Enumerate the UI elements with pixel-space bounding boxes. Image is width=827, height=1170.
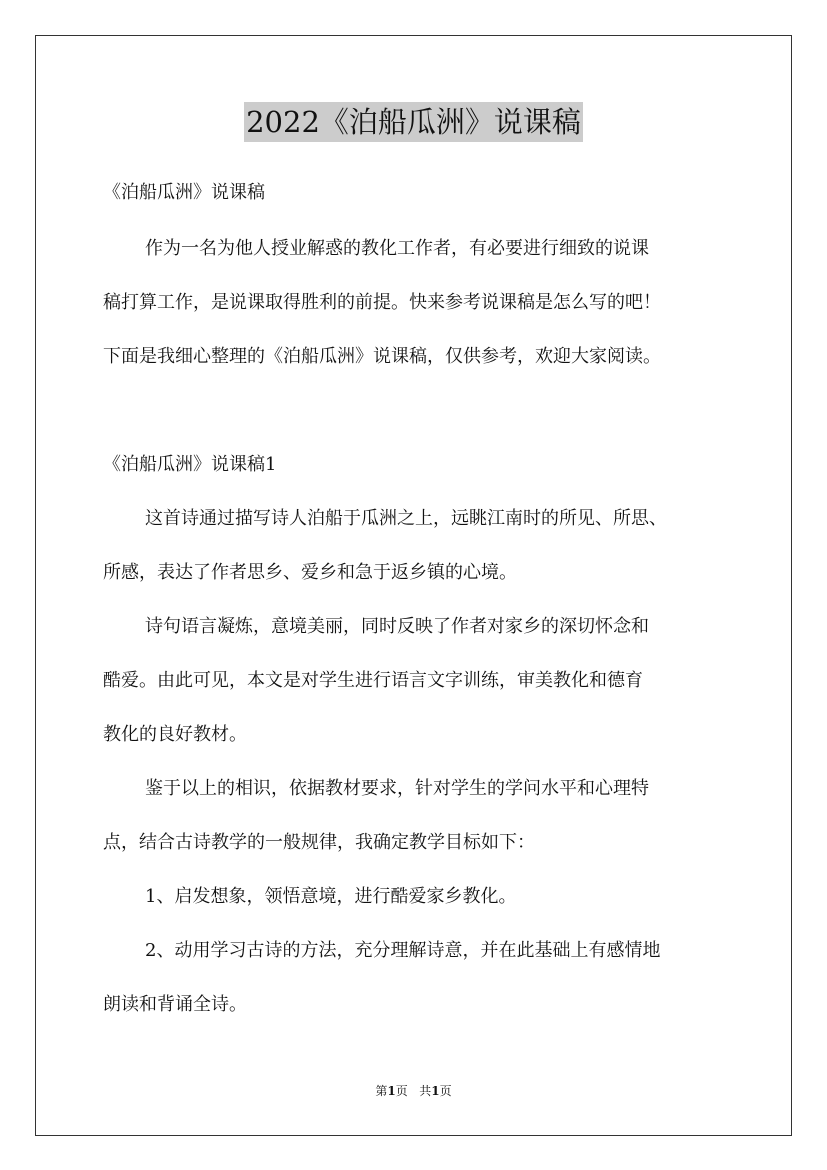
paragraph-line: 朗读和背诵全诗。 bbox=[103, 994, 247, 1015]
paragraph-line: 诗句语言凝炼，意境美丽，同时反映了作者对家乡的深切怀念和 bbox=[145, 616, 649, 637]
section-heading-1: 《泊船瓜洲》说课稿1 bbox=[103, 454, 277, 475]
paragraph-line: 点，结合古诗教学的一般规律，我确定教学目标如下： bbox=[103, 832, 535, 853]
section-heading-intro: 《泊船瓜洲》说课稿 bbox=[103, 182, 265, 203]
document-title: 2022《泊船瓜洲》说课稿 bbox=[244, 102, 583, 142]
paragraph-line: 鉴于以上的相识，依据教材要求，针对学生的学问水平和心理特 bbox=[145, 778, 649, 799]
page-footer bbox=[0, 1083, 827, 1099]
paragraph-line: 下面是我细心整理的《泊船瓜洲》说课稿，仅供参考，欢迎大家阅读。 bbox=[103, 346, 661, 367]
footer-suffix: 页 bbox=[439, 1084, 452, 1098]
footer-page-total: 1 bbox=[431, 1084, 440, 1098]
paragraph-line: 酷爱。由此可见，本文是对学生进行语言文字训练，审美教化和德育 bbox=[103, 670, 643, 691]
paragraph-line: 作为一名为他人授业解惑的教化工作者，有必要进行细致的说课 bbox=[145, 238, 649, 259]
paragraph-line: 这首诗通过描写诗人泊船于瓜洲之上，远眺江南时的所见、所思、 bbox=[145, 508, 667, 529]
list-item: 2、动用学习古诗的方法，充分理解诗意，并在此基础上有感情地 bbox=[145, 940, 661, 961]
footer-mid: 页 共 bbox=[395, 1084, 432, 1098]
paragraph-line: 教化的良好教材。 bbox=[103, 724, 247, 745]
paragraph-line: 稿打算工作，是说课取得胜利的前提。快来参考说课稿是怎么写的吧！ bbox=[103, 292, 661, 313]
footer-page-current: 1 bbox=[387, 1084, 396, 1098]
title-container bbox=[0, 102, 827, 142]
paragraph-line: 所感，表达了作者思乡、爱乡和急于返乡镇的心境。 bbox=[103, 562, 517, 583]
footer-prefix: 第 bbox=[375, 1084, 388, 1098]
list-item: 1、启发想象，领悟意境，进行酷爱家乡教化。 bbox=[145, 886, 517, 907]
